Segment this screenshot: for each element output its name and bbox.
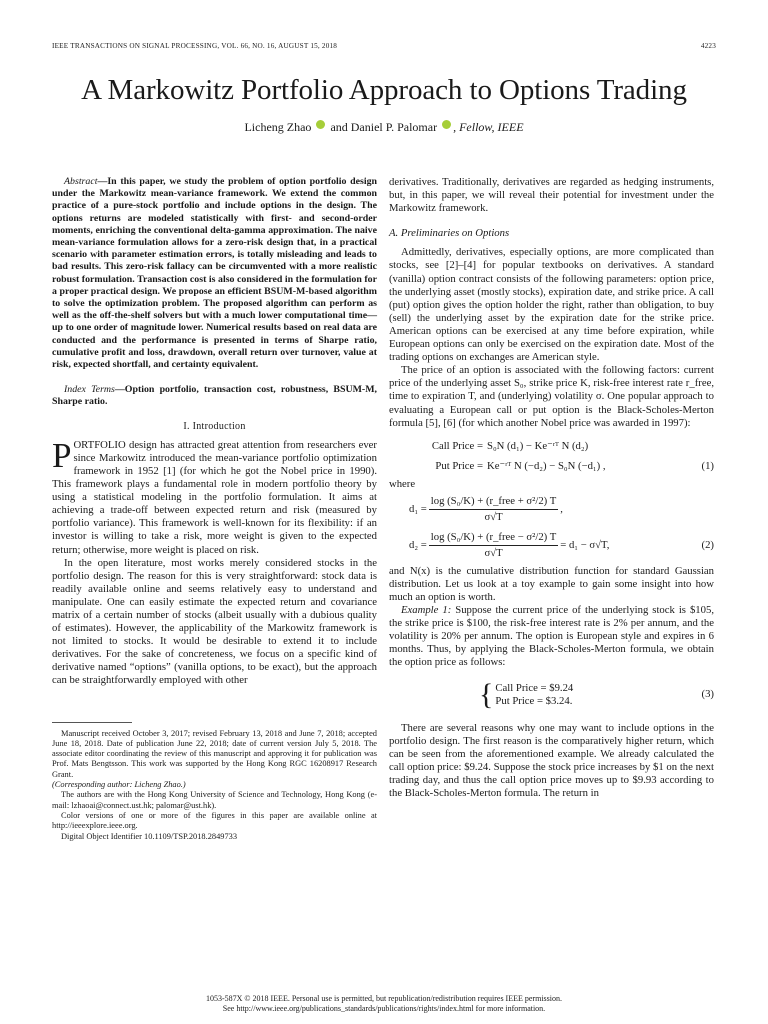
d2-numerator: log (S₀/K) + (r_free − σ²/2) T <box>429 531 558 546</box>
d2-denominator: σ√T <box>484 547 503 560</box>
example-paragraph: Example 1: Suppose the current price of the underlying stock is $105, the strike price is $100, the risk-free interest rate is 2% per annum, and the volatility is 20% per annum. The option is European style and expires in 6 months. Thus, by applying the Black-Scholes-Merton formula, we obtain the option price as follows: <box>389 604 714 669</box>
equation-1 <box>389 438 714 476</box>
d1-fraction <box>429 495 558 524</box>
options-paragraph-2: The price of an option is associated with the following factors: current price of the underlying asset S₀, strike price K, risk-free interest rate r_free, time to expiration T, and (underlying) volatility σ. One popular approach to evaluating a European call or put option is the Black-Scholes-Merton formula [5], [6] (for which another Nobel price was awarded in 1997): <box>389 364 714 429</box>
d1-tail: , <box>560 503 563 516</box>
drop-cap: P <box>52 435 72 475</box>
sys-put-price: Put Price = $3.24. <box>495 694 573 707</box>
eq-call-rhs: S₀N (d₁) − Ke⁻ʳᵀ N (d₂) <box>487 440 589 453</box>
journal-name: IEEE TRANSACTIONS ON SIGNAL PROCESSING, VOL. 66, NO. 16, AUGUST 15, 2018 <box>52 42 338 50</box>
right-column <box>389 176 714 800</box>
copyright-footer <box>0 994 768 1014</box>
footnote-corresponding: (Corresponding author: Licheng Zhao.) <box>52 780 186 790</box>
continued-paragraph: derivatives. Traditionally, derivatives are regarded as hedging instruments, but, in this paper, we will reveal their potential for investment under the Markowitz framework. <box>389 176 714 215</box>
author-line <box>0 120 768 135</box>
footnote-divider <box>52 722 132 723</box>
d2-fraction <box>429 531 558 560</box>
brace-symbol: { <box>479 677 494 711</box>
d1-denominator: σ√T <box>484 511 503 524</box>
d2-tail: = d₁ − σ√T, <box>560 539 610 552</box>
eq-put-rhs: Ke⁻ʳᵀ N (−d₂) − S₀N (−d₁) , <box>487 460 606 473</box>
abstract-text: —In this paper, we study the problem of option portfolio design under the Markowitz mean-variance framework. We extend the common practice of a pure-stock portfolio and include options in the design. The options returns are modeled statistically with first- and second-order moments, enriching the conventional delta-gamma approximation. The naive mean-variance formulation allows for a zero-risk design that, in a practical scenario with parameter estimation errors, is totally misleading and leads to bad results. This zero-risk fallacy can be circumvented with a more realistic robust formulation. Transaction cost is also considered in the formulation for a proper practical design. We propose an efficient BSUM-M-based algorithm to solve the optimization problem. The proposed algorithm can perform as well as the off-the-shelf solvers but with a much lower computational time—up to one order of magnitude lower. Numerical results based on real data are conducted and the performance is presented in terms of Sharpe ratio, cumulative profit and loss, drawdown, overall return over turnover, value at risk, expected shortfall, and certainty equivalent. <box>52 176 377 371</box>
footnote-affiliation: The authors are with the Hong Kong University of Science and Technology, Hong Kong (e-mail: lzhaoai@connect.ust.hk; palomar@ust.hk). <box>52 790 377 810</box>
footnote-received: Manuscript received October 3, 2017; revised February 13, 2018 and June 7, 2018; accepted June 18, 2018. Date of publication June 22, 2018; date of current version July 5, 2018. The associate editor coordinating the review of this manuscript and approving it for publication was Prof. Mats Bengtsson. This work was supported by the Hong Kong RGC 16208917 Research Grant. <box>52 728 377 779</box>
footer-copyright: 1053-587X © 2018 IEEE. Personal use is permitted, but republication/redistribution requires IEEE permission. <box>205 994 562 1003</box>
section-heading-introduction: I. Introduction <box>183 420 246 432</box>
subsection-heading: A. Preliminaries on Options <box>389 227 510 240</box>
options-paragraph-4: There are several reasons why one may want to include options in the portfolio design. The first reason is the comparatively higher return, which can be seen from the aforementioned example. We already calculated the call option price: $9.24. Suppose the stock price increases by $1 on the next trading day, and thus the call option price moves up to $9.93 according to the Black-Scholes-Merton formula. The return in <box>389 721 714 799</box>
paper-title: A Markowitz Portfolio Approach to Options Trading <box>81 74 687 106</box>
d1-numerator: log (S₀/K) + (r_free + σ²/2) T <box>429 495 558 510</box>
options-paragraph-1: Admittedly, derivatives, especially options, are more complicated than stocks, see [2]–[4] for popular textbooks on derivatives. A standard (vanilla) option contract consists of the following parameters: option price, the underlying asset (mostly stocks), expiration date, and strike price. A call (put) option gives the option holder the right, rather than obligation, to buy (sell) the underlying asset by the expiration date for the strike price. American options can be exercised at any time before expiration, while European options can only be exercised on the expiration date. Most of the trading options on exchanges are American style. <box>389 246 714 364</box>
eq-call-lhs: Call Price = <box>431 440 483 453</box>
author-first: Licheng Zhao <box>244 120 312 134</box>
intro-paragraph-1: PORTFOLIO design has attracted great attention from researchers ever since Markowitz introduced the mean-variance portfolio optimization framework in 1952 [1] (for which he got the Nobel price in 1990). This framework plays a fundamental role in modern portfolio theory by using a statistical modeling in the portfolio formulation. It aims at achieving a trade-off between expected return and risk (measured by portfolio variance). This framework is well-known for its flexibility: if an investor is willing to take a risk, more weight is given to the expected return; otherwise, more weight is placed on risk. <box>52 435 377 556</box>
sys-call-price: Call Price = $9.24 <box>495 681 574 694</box>
author-connector: and Daniel P. Palomar <box>330 120 438 134</box>
orcid-icon[interactable] <box>316 120 325 129</box>
abstract-label: Abstract <box>64 176 98 187</box>
intro-paragraph-2: In the open literature, most works merely considered stocks in the portfolio design. The reason for this is very straightforward: stock data is readily available online and seems relatively easy to understand and manipulate. One can easily estimate the expected return and covariance matrix of a certain number of stocks (albeit usually with a dubious quality of estimates). However, the applicability of the Markowitz framework is not limited to stocks. It would be desirable to extend it to include derivatives. For the sake of concreteness, we focus on a specific kind of derivative named “options” (vanilla options, to be exact), but the approach can be straightforwardly employed with other <box>52 556 377 687</box>
d1-lhs: d₁ = <box>409 503 427 516</box>
equation-2 <box>389 493 714 563</box>
equation-number: (3) <box>701 687 714 700</box>
page-number: 4223 <box>700 42 716 50</box>
author-suffix: , Fellow, IEEE <box>453 120 524 134</box>
where-text: where <box>389 477 416 490</box>
index-terms-text: —Option portfolio, transaction cost, robustness, BSUM-M, Sharpe ratio. <box>52 384 377 408</box>
example-label: Example 1: <box>401 604 452 617</box>
footnote-color: Color versions of one or more of the figures in this paper are available online at http://ieeexplore.ieee.org. <box>52 810 377 831</box>
equation-number: (1) <box>701 460 714 473</box>
equation-3 <box>479 677 714 711</box>
equation-number: (2) <box>701 539 714 552</box>
orcid-icon[interactable] <box>442 120 451 129</box>
running-header <box>52 42 716 50</box>
eq-put-lhs: Put Price = <box>435 460 483 473</box>
index-terms <box>52 384 377 408</box>
footnote-doi: Digital Object Identifier 10.1109/TSP.2018.2849733 <box>61 831 238 841</box>
options-paragraph-3: and N(x) is the cumulative distribution function for standard Gaussian distribution. Let us look at a toy example to gain some insight into how much an option is worth. <box>389 564 714 603</box>
d2-lhs: d₂ = <box>409 539 427 552</box>
left-column <box>52 176 377 842</box>
index-terms-label: Index Terms <box>64 384 115 396</box>
footer-rights-link[interactable]: See http://www.ieee.org/publications_standards/publications/rights/index.html for more information. <box>222 1004 546 1013</box>
abstract <box>52 176 377 371</box>
